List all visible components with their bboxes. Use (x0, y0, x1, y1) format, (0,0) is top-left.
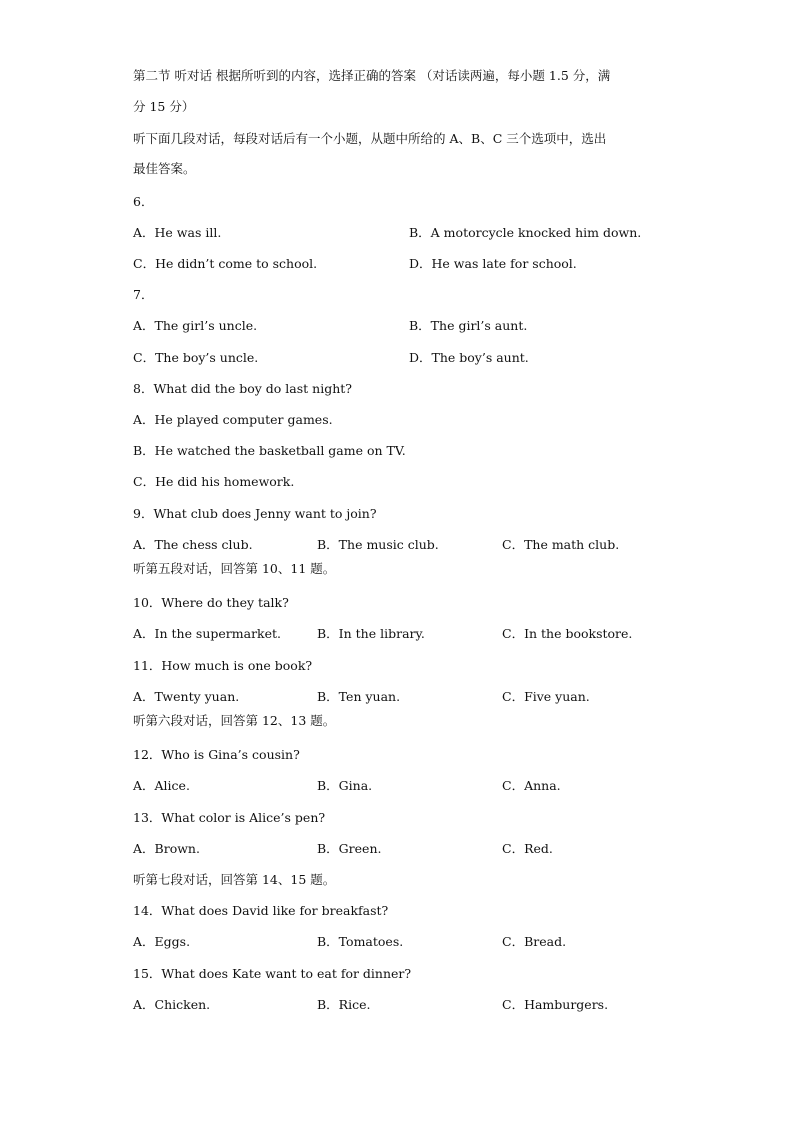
question-8-option-c: C．He did his homework. (133, 474, 295, 489)
question-7-option-a: A．The girl’s uncle. (133, 318, 258, 333)
question-15-option-c: C．Hamburgers. (502, 997, 609, 1012)
question-9-option-a: A．The chess club. (133, 537, 253, 552)
question-9-stem: 9．What club does Jenny want to join? (133, 506, 377, 521)
question-15-stem: 15．What does Kate want to eat for dinner? (133, 966, 412, 981)
question-13-stem: 13．What color is Alice’s pen? (133, 810, 326, 825)
question-14-option-c: C．Bread. (502, 934, 567, 949)
question-15-option-a: A．Chicken. (133, 997, 211, 1012)
question-9-option-b: B．The music club. (317, 537, 439, 552)
question-14-option-a: A．Eggs. (133, 934, 191, 949)
question-6-option-c: C．He didn’t come to school. (133, 256, 318, 271)
question-9-option-c: C．The math club. (502, 537, 620, 552)
question-10-option-a: A．In the supermarket. (133, 626, 282, 641)
question-8-option-a: A．He played computer games. (133, 412, 333, 427)
question-6-stem: 6． (133, 194, 154, 209)
question-11-option-c: C．Five yuan. (502, 689, 590, 704)
question-15-option-b: B．Rice. (317, 997, 371, 1012)
question-12-option-b: B．Gina. (317, 778, 373, 793)
question-8-option-b: B．He watched the basketball game on TV. (133, 443, 406, 458)
question-13-option-b: B．Green. (317, 841, 382, 856)
question-13-option-c: C．Red. (502, 841, 553, 856)
question-8-stem: 8．What did the boy do last night? (133, 381, 352, 396)
question-10-option-b: B．In the library. (317, 626, 425, 641)
question-7-option-d: D．The boy’s aunt. (409, 350, 529, 365)
dialogue-5-instruction: 听第五段对话，回答第 10、11 题。 (133, 561, 336, 576)
instruction-line1: 听下面几段对话，每段对话后有一个小题，从题中所给的 A、B、C 三个选项中，选出 (133, 131, 607, 146)
section-heading-line2: 分 15 分） (133, 99, 195, 114)
question-12-stem: 12．Who is Gina’s cousin? (133, 747, 300, 762)
question-11-option-a: A．Twenty yuan. (133, 689, 240, 704)
question-11-stem: 11．How much is one book? (133, 658, 313, 673)
section-heading-line1: 第二节 听对话 根据所听到的内容，选择正确的答案 （对话读两遍，每小题 1.5 分，满 (133, 68, 611, 83)
dialogue-7-instruction: 听第七段对话，回答第 14、15 题。 (133, 872, 336, 887)
question-12-option-c: C．Anna. (502, 778, 561, 793)
question-6-option-b: B．A motorcycle knocked him down. (409, 225, 642, 240)
instruction-line2: 最佳答案。 (133, 161, 196, 176)
question-13-option-a: A．Brown. (133, 841, 200, 856)
question-7-option-c: C．The boy’s uncle. (133, 350, 259, 365)
question-7-option-b: B．The girl’s aunt. (409, 318, 528, 333)
question-14-stem: 14．What does David like for breakfast? (133, 903, 389, 918)
question-6-option-a: A．He was ill. (133, 225, 222, 240)
question-11-option-b: B．Ten yuan. (317, 689, 401, 704)
question-10-stem: 10．Where do they talk? (133, 595, 289, 610)
question-10-option-c: C．In the bookstore. (502, 626, 633, 641)
question-12-option-a: A．Alice. (133, 778, 190, 793)
question-7-stem: 7． (133, 287, 154, 302)
question-6-option-d: D．He was late for school. (409, 256, 577, 271)
question-14-option-b: B．Tomatoes. (317, 934, 404, 949)
dialogue-6-instruction: 听第六段对话，回答第 12、13 题。 (133, 713, 336, 728)
